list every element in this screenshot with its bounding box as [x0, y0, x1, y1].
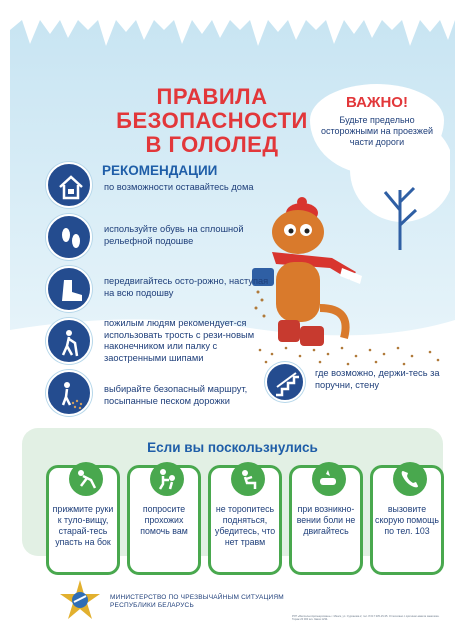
- sitting-person-icon: [231, 462, 265, 496]
- recommendation-text: передвигайтесь осто-рожно, наступая на всю подошву: [104, 276, 269, 298]
- poster: [10, 10, 455, 632]
- recommendation-text: по возможности оставайтесь дома: [104, 182, 254, 192]
- slip-card: [127, 465, 201, 575]
- slip-card-text: попросите прохожих помочь вам: [140, 504, 188, 536]
- recommendation-text: используйте обувь на сплошной рельефной подошве: [104, 224, 244, 246]
- poster-title: [102, 85, 322, 157]
- ministry-name: [110, 594, 284, 610]
- walking-cane-icon: [46, 318, 92, 364]
- icicles-decoration: [10, 10, 455, 50]
- footprints-icon: [46, 214, 92, 260]
- warning-title: ВАЖНО!: [346, 94, 408, 111]
- ministry-emblem-logo: [58, 578, 102, 622]
- phone-icon: [393, 462, 427, 496]
- warning-text: Будьте предельно осторожными на проезжей части дороги: [321, 115, 433, 147]
- recommendation-text: выбирайте безопасный маршрут, посыпанные песком дорожки: [104, 384, 248, 406]
- stairs-handrail-icon: [265, 362, 305, 402]
- ministry-line: РЕСПУБЛИКИ БЕЛАРУСЬ: [110, 602, 194, 609]
- helping-person-icon: [150, 462, 184, 496]
- slip-section-title: Если вы поскользнулись: [147, 440, 318, 455]
- house-icon: [46, 162, 92, 208]
- recommendations-heading: РЕКОМЕНДАЦИИ: [102, 163, 218, 178]
- path-icon: [46, 370, 92, 416]
- slip-card: [208, 465, 282, 575]
- slip-card-text: не торопитесь подняться, убедитесь, что нет травм: [214, 504, 276, 547]
- slip-card: [46, 465, 120, 575]
- slip-card-text: вызовите скорую помощь по тел. 103: [375, 504, 439, 536]
- boot-icon: [46, 266, 92, 312]
- recommendation-text: пожилым людям рекомендует-ся использовать трость с рези-новым наконечником или палку с заостренными шипами: [104, 318, 255, 363]
- slip-card-text: при возникно-вении боли не двигайтесь: [296, 504, 356, 536]
- slip-card: [370, 465, 444, 575]
- title-line: В ГОЛОЛЕД: [145, 132, 279, 157]
- ministry-line: МИНИСТЕРСТВО ПО ЧРЕЗВЫЧАЙНЫМ СИТУАЦИЯМ: [110, 594, 284, 601]
- title-line: БЕЗОПАСНОСТИ: [116, 108, 308, 133]
- slip-card-text: прижмите руки к туло-вищу, старай-тесь упасть на бок: [52, 504, 114, 547]
- falling-person-icon: [69, 462, 103, 496]
- print-fine-print: РУП «Белсельгипроэнергомаш» г. Минск, ул. Сурганова 2, тел. 8 017 335-15-35. Отпечатано с оригинал-макета заказчика. Тираж 20 000 экз. Заказ 1234.: [292, 615, 440, 622]
- slip-card: [289, 465, 363, 575]
- recommendation-text: где возможно, держи-тесь за поручни, стену: [315, 368, 440, 390]
- title-line: ПРАВИЛА: [156, 84, 268, 109]
- injury-icon: [312, 462, 346, 496]
